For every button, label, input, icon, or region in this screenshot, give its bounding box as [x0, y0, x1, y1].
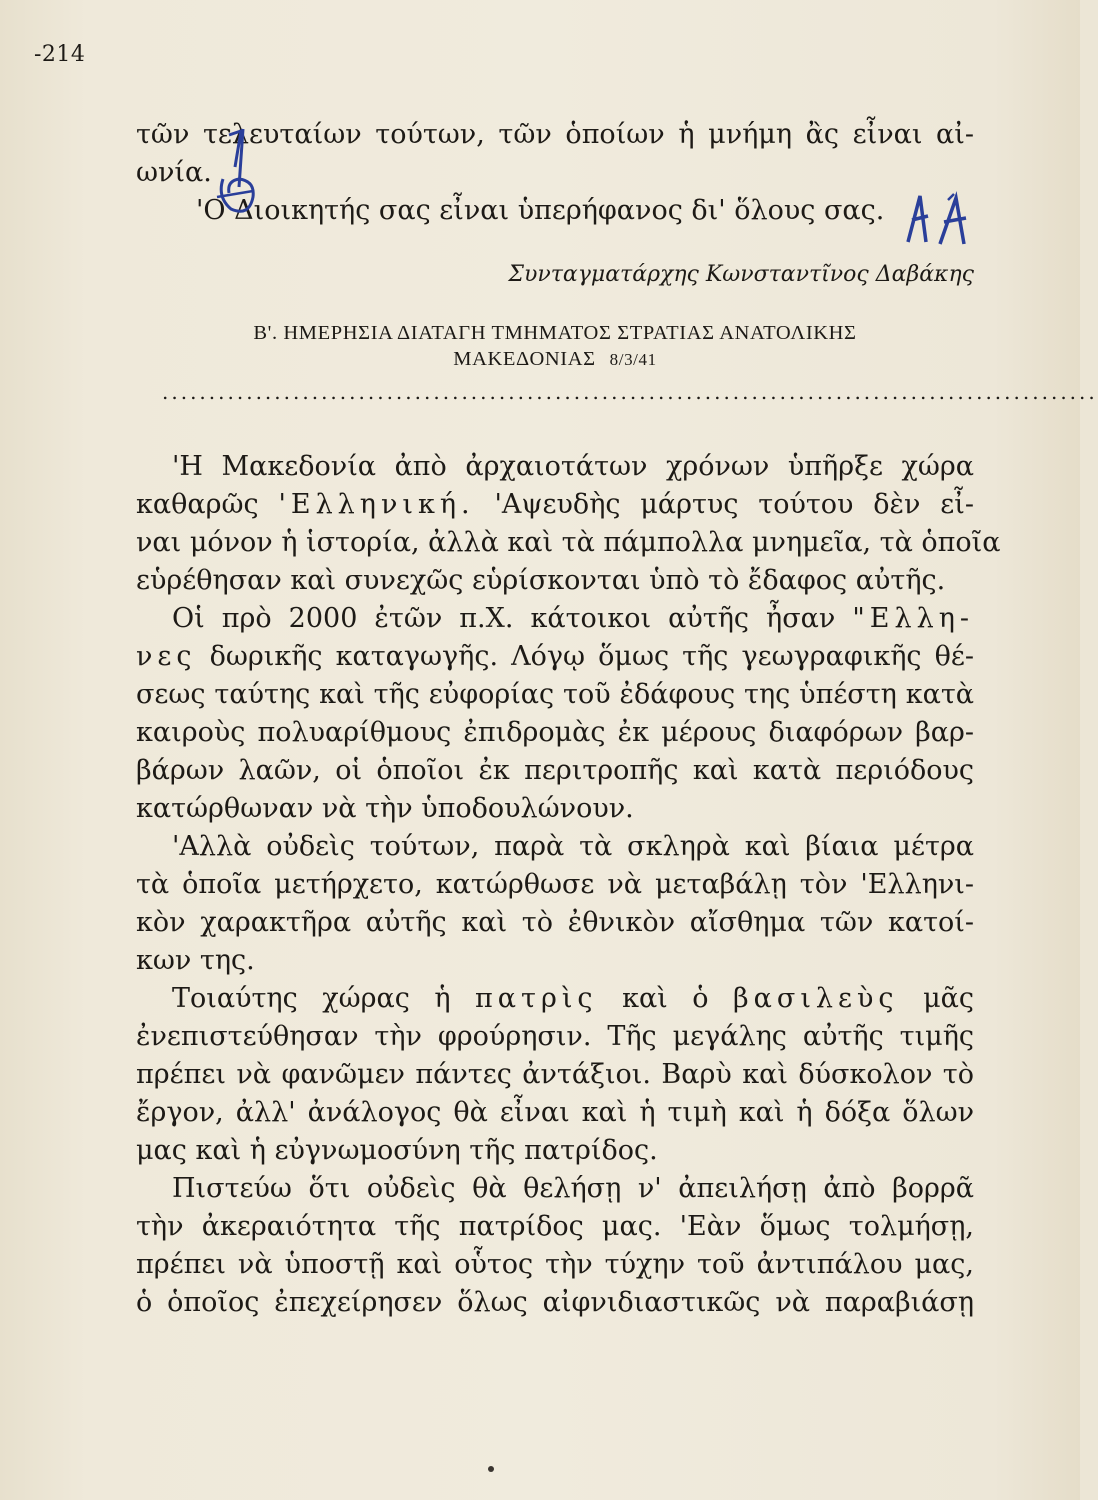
heading-line: Β'. ΗΜΕΡΗΣΙΑ ΔΙΑΤΑΓΗ ΤΜΗΜΑΤΟΣ ΣΤΡΑΤΙΑΣ ΑΝΑΤΟΛΙΚΗΣ — [253, 322, 857, 344]
text-line: ὁ ὁποῖος ἐπεχείρησεν ὅλως αἰφνιδιαστικῶς νὰ παραβιάσῃ — [136, 1287, 974, 1318]
dotted-separator: .................................................................................................... — [162, 380, 1098, 404]
text-line: 'Η Μακεδονία ἀπὸ ἀρχαιοτάτων χρόνων ὑπῆρξε χώρα — [172, 451, 974, 482]
text-line: τῶν τελευταίων τούτων, τῶν ὁποίων ἡ μνήμη ἂς εἶναι αἰ- — [136, 119, 974, 150]
text-line: κὸν χαρακτῆρα αὐτῆς καὶ τὸ ἐθνικὸν αἴσθημα τῶν κατοί- — [136, 907, 974, 938]
text-line: μας καὶ ἡ εὐγνωμοσύνη τῆς πατρίδος. — [136, 1135, 658, 1166]
text-line: Οἱ πρὸ 2000 ἐτῶν π.Χ. κάτοικοι αὐτῆς ἦσαν "Ελλη- — [172, 603, 974, 634]
text-line: εὑρέθησαν καὶ συνεχῶς εὑρίσκονται ὑπὸ τὸ ἔδαφος αὐτῆς. — [136, 565, 946, 596]
text-line: κατώρθωναν νὰ τὴν ὑποδουλώνουν. — [136, 793, 634, 824]
page-number: -214 — [34, 42, 86, 67]
heading-date: 8/3/41 — [609, 350, 657, 369]
text-line: ωνία. — [136, 157, 212, 188]
text-line: βάρων λαῶν, οἱ ὁποῖοι ἐκ περιτροπῆς καὶ κατὰ περιόδους — [136, 755, 974, 786]
handwritten-stamp — [209, 127, 265, 223]
paper-speck — [488, 1466, 494, 1472]
text-line: κων της. — [136, 945, 255, 976]
text-line: σεως ταύτης καὶ τῆς εὐφορίας τοῦ ἐδάφους της ὑπέστη κατὰ — [136, 679, 974, 710]
text-line: Πιστεύω ὅτι οὐδεὶς θὰ θελήσῃ ν' ἀπειλήσῃ ἀπὸ βορρᾶ — [172, 1173, 974, 1204]
handwritten-initials — [900, 192, 980, 248]
text-line: ἔργον, ἀλλ' ἀνάλογος θὰ εἶναι καὶ ἡ τιμὴ καὶ ἡ δόξα ὅλων — [136, 1097, 974, 1128]
body-text — [136, 448, 1001, 1322]
text-line: 'Ο Διοικητής σας εἶναι ὑπερήφανος δι' ὅλους σας. — [196, 195, 885, 226]
text-line: τὰ ὁποῖα μετήρχετο, κατώρθωσε νὰ μεταβάλῃ τὸν 'Ελληνι- — [136, 869, 974, 900]
text-line: Τοιαύτης χώρας ἡ πατρὶς καὶ ὁ βασιλεὺς μᾶς — [172, 983, 974, 1014]
signature-line: Συνταγματάρχης Κωνσταντῖνος Δαβάκης — [508, 262, 974, 287]
text-line: τὴν ἀκεραιότητα τῆς πατρίδος μας. 'Εὰν ὅμως τολμήσῃ, — [136, 1211, 974, 1242]
heading-region: ΜΑΚΕΔΟΝΙΑΣ — [453, 348, 596, 370]
text-line: πρέπει νὰ ὑποστῇ καὶ οὗτος τὴν τύχην τοῦ ἀντιπάλου μας, — [136, 1249, 974, 1280]
text-line: καθαρῶς 'Ελληνική. 'Αψευδὴς μάρτυς τούτου δὲν εἶ- — [136, 489, 974, 520]
heading-line — [136, 346, 974, 373]
text-line: πρέπει νὰ φανῶμεν πάντες ἀντάξιοι. Βαρὺ καὶ δύσκολον τὸ — [136, 1059, 974, 1090]
order-heading — [136, 320, 974, 373]
text-line: καιροὺς πολυαρίθμους ἐπιδρομὰς ἐκ μέρους διαφόρων βαρ- — [136, 717, 974, 748]
text-line: 'Αλλὰ οὐδεὶς τούτων, παρὰ τὰ σκληρὰ καὶ βίαια μέτρα — [172, 831, 974, 862]
text-line: νες δωρικῆς καταγωγῆς. Λόγῳ ὅμως τῆς γεωγραφικῆς θέ- — [136, 641, 974, 672]
text-line: ναι μόνον ἡ ἱστορία, ἀλλὰ καὶ τὰ πάμπολλα μνημεῖα, τὰ ὁποῖα — [136, 527, 1001, 558]
text-line: ἐνεπιστεύθησαν τὴν φρούρησιν. Τῆς μεγάλης αὐτῆς τιμῆς — [136, 1021, 974, 1052]
